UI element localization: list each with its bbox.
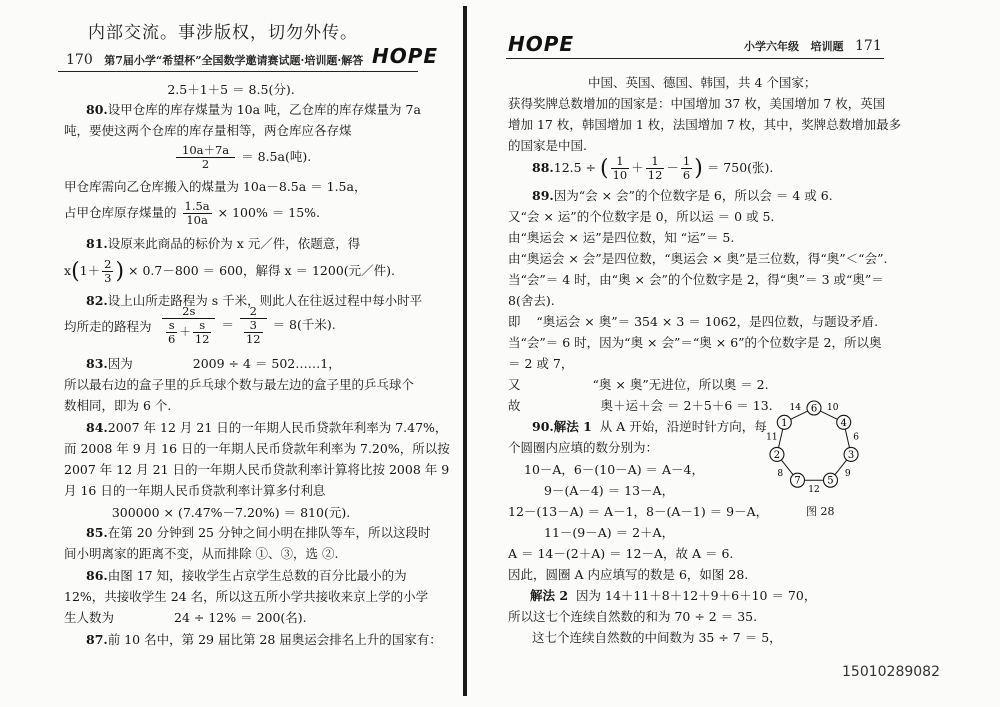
problem-89-line-1: 89.因为“会 × 会”的个位数字是 6，所以会 ＝ 4 或 6.: [532, 188, 833, 203]
problem-87-cont-2: 获得奖牌总数增加的国家是：中国增加 37 枚，美国增加 7 枚，英国: [508, 96, 886, 111]
figure-28-circle-label: 7: [794, 475, 801, 487]
right-header-grade: 小学六年级: [744, 40, 799, 53]
problem-80-line-1: 80.设甲仓库的库存煤量为 10a 吨，乙仓库的库存煤量为 7a: [86, 102, 421, 117]
problem-82-number: 82.: [86, 293, 108, 308]
problem-89-line-6: 8(舍去).: [508, 293, 555, 308]
problem-87-line-1: 87.前 10 名中，第 29 届比第 28 届奥运会排名上升的国家有：: [86, 632, 442, 647]
problem-89-line-9: ＝ 2 或 7，: [508, 356, 574, 371]
problem-82-line-2: 均所走的路程为: [64, 319, 152, 334]
right-page-number: 171: [855, 38, 882, 54]
figure-28-edge-label: 6: [853, 432, 860, 443]
phone-number-stamp: 15010289082: [842, 664, 940, 680]
left-page-number: 170: [66, 52, 93, 68]
hope-logo-left: HOPE: [372, 44, 439, 68]
problem-84-equation: 300000 × (7.47%－7.20%) ＝ 810(元).: [111, 505, 351, 520]
solution-2-line-3: 这七个连续自然数的中间数为 35 ÷ 7 ＝ 5，: [532, 630, 782, 645]
figure-28-circle-label: 2: [773, 449, 781, 461]
problem-82-complex-fraction: 2s $\frac{s}{6}$ ＋ $\frac{s}{12}$: [162, 305, 215, 346]
figure-28-edge-label: 10: [827, 403, 839, 414]
problem-88-equation: 88.12.5 ÷ ( $\frac{1}{10}$ ＋ $\frac{1}{12}$ － $\frac{1}{6}$ ) ＝ 750(张).: [532, 154, 774, 182]
problem-84-line-1: 84.2007 年 12 月 21 日的一年期人民币贷款年利率为 7.47%，: [86, 420, 448, 435]
problem-89-line-11: 故 奥＋运＋会 ＝ 2＋5＋6 ＝ 13.: [508, 398, 773, 413]
problem-87-cont-3: 增加 17 枚，韩国增加 1 枚，法国增加 7 枚，其中，奖牌总数增加最多: [508, 117, 902, 132]
problem-89-line-10: 又 “奥 × 奥”无进位，所以奥 ＝ 2.: [508, 377, 769, 392]
problem-80-ratio-fraction: $\frac{1.5a}{10a}$: [184, 199, 210, 227]
problem-83-line-1: 83.因为 2009 ÷ 4 ＝ 502……1，: [86, 356, 341, 371]
problem-84-line-3: 2007 年 12 月 21 日的一年期人民币贷款利率计算将比按 2008 年 9: [64, 462, 450, 477]
problem-80-formula: $\frac{10a+7a}{2}$ ＝ 8.5a(吨).: [174, 144, 311, 171]
figure-28-edge: [779, 429, 783, 447]
figure-28-diagram: [764, 392, 874, 500]
problem-90-number: 90.: [532, 419, 554, 434]
problem-85-number: 85.: [86, 525, 108, 540]
problem-80-line-2: 吨，要使这两个仓库的库存量相等，两仓库应各存煤: [64, 123, 352, 138]
problem-85-line-1: 85.在第 20 分钟到 25 分钟之间小明在排队等车，所以这段时: [86, 525, 431, 540]
problem-81-number: 81.: [86, 236, 108, 251]
solution-2-line-1: 解法 2 因为 14＋11＋8＋12＋9＋6＋10 ＝ 70，: [530, 588, 817, 603]
problem-85-line-2: 间小明离家的距离不变，从而排除 ①、③，选 ②.: [64, 546, 339, 561]
problem-82-formula: 2s $\frac{s}{6}$ ＋ $\frac{s}{12}$ ＝ $\frac{2}{\frac{3}{12}}$ ＝ 8(千米).: [160, 305, 336, 346]
figure-28-circle-label: 1: [781, 417, 788, 429]
problem-86-line-3: 生人数为 24 ÷ 12% ＝ 200(名).: [64, 610, 307, 625]
figure-28-edge-label: 8: [777, 468, 784, 479]
problem-90-expr-3: 12－(13－A) ＝ A－1，8－(A－1) ＝ 9－A，: [508, 504, 769, 519]
problem-89-number: 89.: [532, 188, 554, 203]
figure-28-circle-label: 3: [847, 449, 855, 461]
figure-28-edge-label: 11: [766, 432, 778, 443]
problem-90-expr-4: 11－(9－A) ＝ 2＋A，: [544, 525, 675, 540]
left-running-header: [66, 52, 363, 68]
figure-28-edge: [781, 460, 793, 475]
problem-86-line-2: 12%，共接收学生 24 名，所以这五所小学共接收来京上学的小学: [64, 589, 429, 604]
hope-logo-right: HOPE: [508, 32, 575, 56]
problem-84-line-2: 而 2008 年 9 月 16 日的一年期人民币贷款年利率为 7.20%，所以按: [64, 441, 450, 456]
problem-89-line-4: 由“奥运会 × 会”是四位数，“奥运会 × 奥”是三位数，得“奥”＜“会”.: [508, 251, 888, 266]
problem-84-number: 84.: [86, 420, 108, 435]
problem-84-line-4: 月 16 日的一年期人民币贷款利率计算多付利息: [64, 483, 326, 498]
problem-80-fraction: $\frac{10a+7a}{2}$: [176, 144, 235, 171]
problem-87-cont-4: 的国家是中国.: [508, 138, 587, 153]
figure-28-caption: 图 28: [806, 505, 835, 518]
figure-28-circle-label: 5: [827, 475, 834, 487]
problem-87-cont-1: 中国、英国、德国、韩国，共 4 个国家；: [588, 75, 817, 90]
figure-28: [764, 392, 874, 504]
problem-90-expr-1: 10－A，6－(10－A) ＝ A－4，: [524, 462, 704, 477]
right-page: [476, 0, 1000, 707]
right-header-rule: [506, 58, 884, 59]
problem-80-line-3: 甲仓库需向乙仓库搬入的煤量为 10a－8.5a ＝ 1.5a，: [64, 179, 367, 194]
problem-81-equation: x(1＋ $\frac{2}{3}$ ) × 0.7－800 ＝ 600，解得 x ＝ 1200(元／件).: [64, 257, 396, 285]
solution-2-line-2: 所以这七个连续自然数的和为 70 ÷ 2 ＝ 35.: [508, 609, 758, 624]
problem-90-line-2: 个圆圈内应填的数分别为：: [508, 440, 659, 455]
problem-80-number: 80.: [86, 102, 108, 117]
problem-83-line-2: 所以最右边的盒子里的乒乓球个数与最左边的盒子里的乒乓球个: [64, 377, 415, 392]
line-2-5: 2.5＋1＋5 ＝ 8.5(分).: [167, 82, 295, 97]
problem-86-number: 86.: [86, 568, 108, 583]
book-spine: [463, 6, 467, 696]
problem-80-line-4: 占甲仓库原存煤量的 $\frac{1.5a}{10a}$ × 100% ＝ 15%.: [64, 199, 321, 227]
problem-81-fraction: $\frac{2}{3}$: [104, 257, 112, 285]
problem-86-line-1: 86.由图 17 知，接收学生占京学生总数的百分比最小的为: [86, 568, 407, 583]
problem-83-number: 83.: [86, 356, 108, 371]
problem-89-line-3: 由“奥运会 × 运”是四位数，知 “运”＝ 5.: [508, 230, 735, 245]
left-page: [0, 0, 462, 707]
problem-89-line-8: 当“会”＝ 6 时，因为“奥 × 会”＝“奥 × 6”的个位数字是 2，所以奥: [508, 335, 882, 350]
copyright-notice: 内部交流。事涉版权，切勿外传。: [88, 23, 358, 43]
right-header-type: 培训题: [810, 40, 844, 53]
problem-82-line-1: 82.设上山所走路程为 s 千米，则此人在往返过程中每小时平: [86, 293, 423, 308]
problem-82-fraction-2: $\frac{2}{\frac{3}{12}}$: [240, 305, 267, 346]
figure-28-edge-label: 14: [789, 403, 801, 414]
problem-83-line-3: 数相同，即为 6 个.: [64, 398, 172, 413]
problem-89-line-5: 当“会”＝ 4 时，由“奥 × 会”的个位数字是 2，得“奥”＝ 3 或“奥”＝: [508, 272, 884, 287]
problem-89-line-7: 即 “奥运会 × 奥”＝ 354 × 3 ＝ 1062，是四位数，与题设矛盾.: [508, 314, 879, 329]
problem-88-number: 88.: [532, 160, 554, 175]
figure-28-edge-label: 9: [844, 468, 851, 479]
problem-81-line-1: 81.设原来此商品的标价为 x 元／件，依题意，得: [86, 236, 361, 251]
figure-28-circle-label: 4: [840, 417, 847, 429]
problem-90-expr-2: 9－(A－4) ＝ 13－A，: [544, 483, 675, 498]
right-running-header: [744, 38, 882, 54]
figure-28-circle-label: 6: [810, 403, 818, 415]
problem-90-conclusion: 因此，圆圈 A 内应填写的数是 6，如图 28.: [508, 567, 749, 582]
left-header-title: 第7届小学“希望杯”全国数学邀请赛试题·培训题·解答: [104, 54, 364, 67]
solution-2-label: 解法 2: [530, 588, 569, 603]
solution-1-label: 解法 1: [553, 419, 592, 434]
figure-28-edge: [845, 429, 849, 447]
problem-87-number: 87.: [86, 632, 108, 647]
problem-89-line-2: 又“会 × 运”的个位数字是 0，所以运 ＝ 0 或 5.: [508, 209, 775, 224]
problem-90-line-1: 90.解法 1 从 A 开始，沿逆时针方向，每: [532, 419, 767, 434]
problem-90-expr-5: A ＝ 14－(2＋A) ＝ 12－A，故 A ＝ 6.: [508, 546, 734, 561]
figure-28-edge-label: 12: [808, 485, 820, 496]
left-header-rule: [58, 71, 418, 72]
